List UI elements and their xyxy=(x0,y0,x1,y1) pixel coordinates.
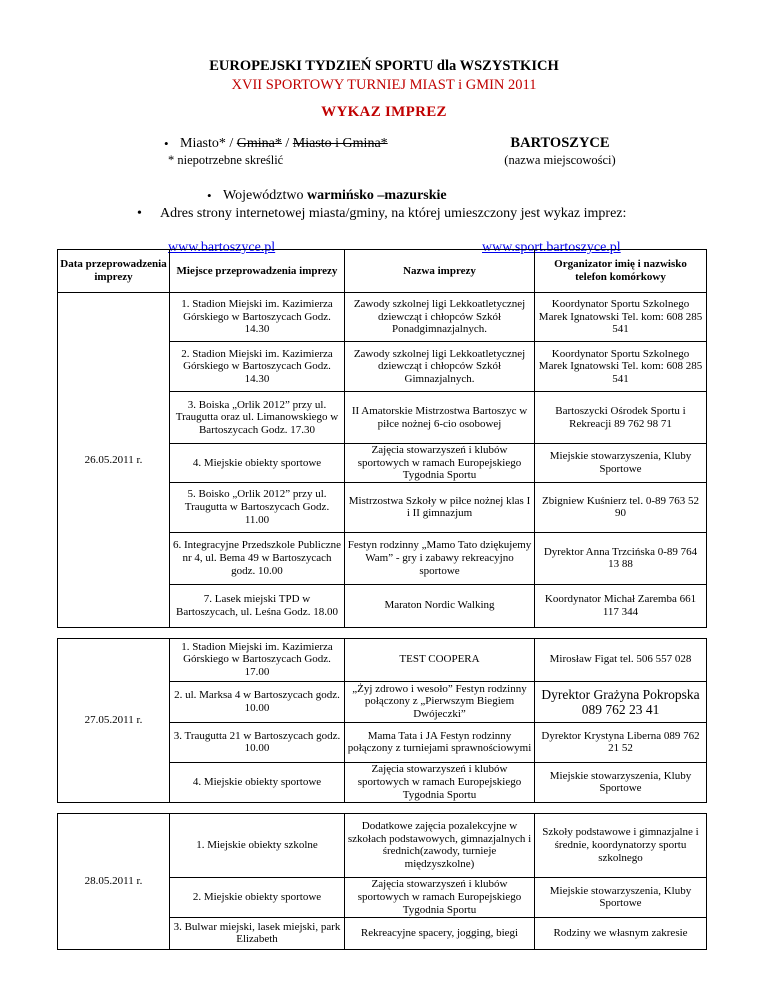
place-cell: 2. Stadion Miejski im. Kazimierza Górskiego w Bartoszycach Godz. 14.30 xyxy=(170,342,345,392)
option-gmina: Gmina* xyxy=(236,136,282,151)
event-cell: II Amatorskie Mistrzostwa Bartoszyc w piłce nożnej 6-cio osobowej xyxy=(345,392,535,444)
place-cell: 2. ul. Marksa 4 w Bartoszycach godz. 10.00 xyxy=(170,681,345,722)
event-cell: Maraton Nordic Walking xyxy=(345,584,535,627)
event-cell: TEST COOPERA xyxy=(345,638,535,681)
organizer-cell: Dyrektor Grażyna Pokropska 089 762 23 41 xyxy=(535,681,707,722)
place-cell: 4. Miejskie obiekty sportowe xyxy=(170,762,345,802)
organizer-cell: Szkoły podstawowe i gimnazjalne i średnie, koordynatorzy sportu szkolnego xyxy=(535,813,707,877)
option-miasto: Miasto* xyxy=(180,136,226,151)
organizer-cell: Koordynator Michał Zaremba 661 117 344 xyxy=(535,584,707,627)
organizer-cell: Rodziny we własnym zakresie xyxy=(535,917,707,949)
table-row xyxy=(58,638,707,681)
event-cell: Dodatkowe zajęcia pozalekcyjne w szkołach podstawowych, gimnazjalnych i średnich(zawody, turnieje międzyszkolne) xyxy=(345,813,535,877)
municipality-type-line xyxy=(164,136,388,152)
separator: / xyxy=(225,136,237,151)
date-cell: 27.05.2011 r. xyxy=(58,638,170,802)
organizer-cell: Bartoszycki Ośrodek Sportu i Rekreacji 89 762 98 71 xyxy=(535,392,707,444)
table-spacer xyxy=(58,627,707,638)
voivodeship-line xyxy=(207,188,447,204)
header-name: Nazwa imprezy xyxy=(345,250,535,293)
organizer-cell: Miejskie stowarzyszenia, Kluby Sportowe xyxy=(535,877,707,917)
bullet-icon: • xyxy=(207,188,212,203)
voivodeship-name: warmińsko –mazurskie xyxy=(307,188,447,203)
table-row xyxy=(58,293,707,342)
organizer-cell: Miejskie stowarzyszenia, Kluby Sportowe xyxy=(535,762,707,802)
website-link-city[interactable]: www.bartoszyce.pl xyxy=(168,240,276,255)
event-cell: Zawody szkolnej ligi Lekkoatletycznej dziewcząt i chłopców Szkół Gimnazjalnych. xyxy=(345,342,535,392)
list-heading: WYKAZ IMPREZ xyxy=(321,104,447,120)
place-cell: 2. Miejskie obiekty sportowe xyxy=(170,877,345,917)
strike-note: * niepotrzebne skreślić xyxy=(168,153,284,167)
place-cell: 3. Boiska „Orlik 2012” przy ul. Traugutta oraz ul. Limanowskiego w Bartoszycach Godz. 17.30 xyxy=(170,392,345,444)
date-cell: 28.05.2011 r. xyxy=(58,813,170,949)
website-prompt: Adres strony internetowej miasta/gminy, na której umieszczony jest wykaz imprez: xyxy=(160,206,627,221)
city-name: BARTOSZYCE xyxy=(510,135,610,151)
bullet-icon: • xyxy=(137,206,142,221)
place-cell: 3. Traugutta 21 w Bartoszycach godz. 10.00 xyxy=(170,722,345,762)
organizer-cell: Zbigniew Kuśnierz tel. 0-89 763 52 90 xyxy=(535,482,707,532)
event-cell: Zajęcia stowarzyszeń i klubów sportowych w ramach Europejskiego Tygodnia Sportu xyxy=(345,444,535,483)
table-header-row xyxy=(58,250,707,293)
place-cell: 4. Miejskie obiekty sportowe xyxy=(170,444,345,483)
header-organizer: Organizator imię i nazwisko telefon komórkowy xyxy=(535,250,707,293)
event-cell: Festyn rodzinny „Mamo Tato dziękujemy Wam” - gry i zabawy rekreacyjno sportowe xyxy=(345,532,535,584)
bullet-icon: • xyxy=(164,136,169,151)
place-cell: 3. Bulwar miejski, lasek miejski, park Elizabeth xyxy=(170,917,345,949)
events-table xyxy=(57,249,707,950)
event-cell: Zawody szkolnej ligi Lekkoatletycznej dziewcząt i chłopców Szkół Ponadgimnazjalnych. xyxy=(345,293,535,342)
organizer-cell: Mirosław Figat tel. 506 557 028 xyxy=(535,638,707,681)
place-cell: 7. Lasek miejski TPD w Bartoszycach, ul. Leśna Godz. 18.00 xyxy=(170,584,345,627)
organizer-cell: Dyrektor Krystyna Liberna 089 762 21 52 xyxy=(535,722,707,762)
event-cell: Rekreacyjne spacery, jogging, biegi xyxy=(345,917,535,949)
organizer-cell: Dyrektor Anna Trzcińska 0-89 764 13 88 xyxy=(535,532,707,584)
city-note: (nazwa miejscowości) xyxy=(504,153,616,167)
option-miasto-i-gmina: Miasto i Gmina* xyxy=(292,136,388,151)
organizer-cell: Koordynator Sportu Szkolnego Marek Ignatowski Tel. kom: 608 285 541 xyxy=(535,342,707,392)
event-cell: Mama Tata i JA Festyn rodzinny połączony z turniejami sprawnościowymi xyxy=(345,722,535,762)
table-spacer xyxy=(58,802,707,813)
date-cell: 26.05.2011 r. xyxy=(58,293,170,628)
event-cell: Mistrzostwa Szkoły w piłce nożnej klas I i II gimnazjum xyxy=(345,482,535,532)
separator: / xyxy=(281,136,293,151)
page-title: EUROPEJSKI TYDZIEŃ SPORTU dla WSZYSTKICH xyxy=(209,58,559,74)
place-cell: 1. Miejskie obiekty szkolne xyxy=(170,813,345,877)
event-cell: Zajęcia stowarzyszeń i klubów sportowych w ramach Europejskiego Tygodnia Sportu xyxy=(345,762,535,802)
place-cell: 1. Stadion Miejski im. Kazimierza Górskiego w Bartoszycach Godz. 17.00 xyxy=(170,638,345,681)
website-link-sport[interactable]: www.sport.bartoszyce.pl xyxy=(482,240,621,255)
page-subtitle: XVII SPORTOWY TURNIEJ MIAST i GMIN 2011 xyxy=(231,77,537,93)
header-date: Data przeprowadzenia imprezy xyxy=(58,250,170,293)
organizer-cell: Koordynator Sportu Szkolnego Marek Ignatowski Tel. kom: 608 285 541 xyxy=(535,293,707,342)
place-cell: 1. Stadion Miejski im. Kazimierza Górskiego w Bartoszycach Godz. 14.30 xyxy=(170,293,345,342)
organizer-cell: Miejskie stowarzyszenia, Kluby Sportowe xyxy=(535,444,707,483)
place-cell: 5. Boisko „Orlik 2012” przy ul. Traugutta w Bartoszycach Godz. 11.00 xyxy=(170,482,345,532)
table-row xyxy=(58,813,707,877)
place-cell: 6. Integracyjne Przedszkole Publiczne nr 4, ul. Bema 49 w Bartoszycach godz. 10.00 xyxy=(170,532,345,584)
event-cell: „Żyj zdrowo i wesoło” Festyn rodzinny połączony z „Pierwszym Biegiem Dwójeczki” xyxy=(345,681,535,722)
header-place: Miejsce przeprowadzenia imprezy xyxy=(170,250,345,293)
voivodeship-prefix: Województwo xyxy=(223,188,308,203)
event-cell: Zajęcia stowarzyszeń i klubów sportowych w ramach Europejskiego Tygodnia Sportu xyxy=(345,877,535,917)
